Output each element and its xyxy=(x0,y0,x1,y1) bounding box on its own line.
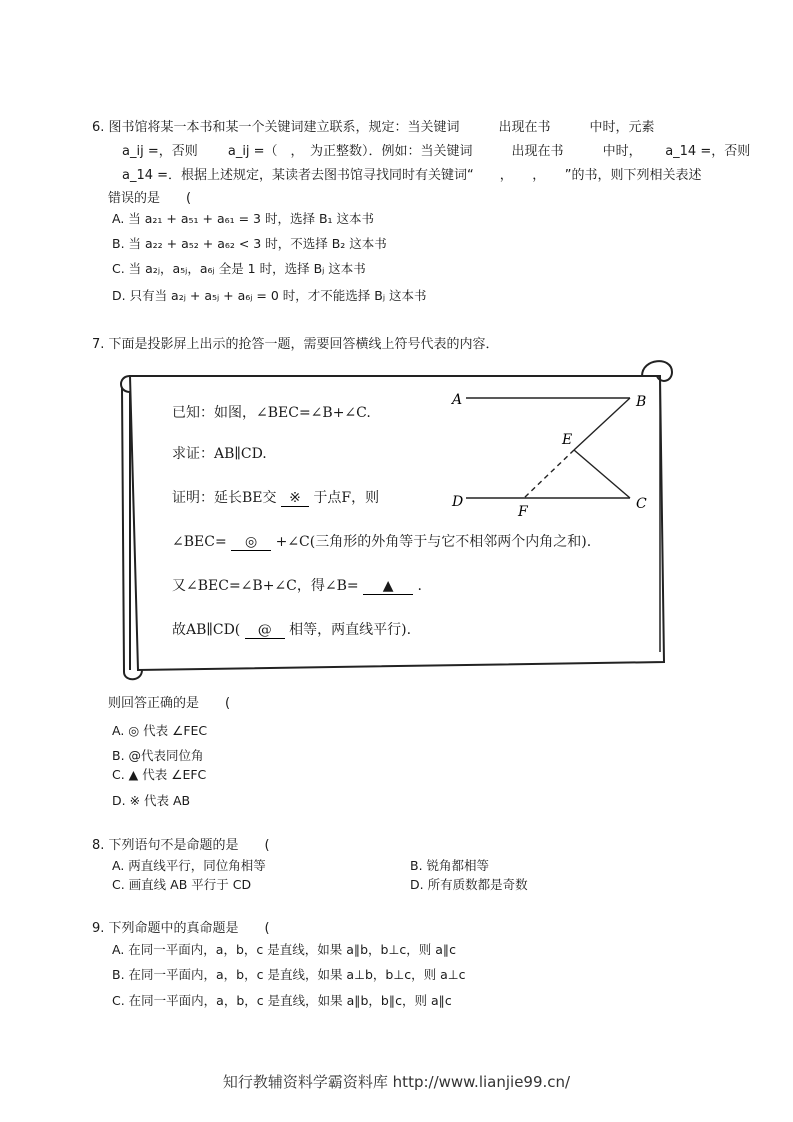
again-text-b: . xyxy=(417,578,422,594)
q6-stem-line1: 6. 图书馆将某一本书和某一个关键词建立联系，规定：当关键词 出现在书 中时，元素 xyxy=(92,120,655,135)
q8-option-d: D. 所有质数都是奇数 xyxy=(410,877,528,892)
scroll-line-therefore xyxy=(172,619,411,639)
scroll-line-again xyxy=(172,575,422,595)
q7-option-d: D. ※ 代表 AB xyxy=(112,793,191,808)
q7-option-c: C. ▲ 代表 ∠EFC xyxy=(112,767,207,782)
q6-option-c: C. 当 a₂ⱼ，a₅ⱼ，a₆ⱼ 全是 1 时，选择 Bⱼ 这本书 xyxy=(112,261,366,276)
label-a: A xyxy=(452,392,463,408)
q6-option-b: B. 当 a₂₂ + a₅₂ + a₆₂ < 3 时，不选择 B₂ 这本书 xyxy=(112,236,387,251)
q9-option-b: B. 在同一平面内，a，b，c 是直线，如果 a⊥b，b⊥c，则 a⊥c xyxy=(112,967,466,982)
q6-option-a: A. 当 a₂₁ + a₅₁ + a₆₁ = 3 时，选择 B₁ 这本书 xyxy=(112,211,375,226)
q6-option-d: D. 只有当 a₂ⱼ + a₅ⱼ + a₆ⱼ = 0 时，才不能选择 Bⱼ 这本书 xyxy=(112,288,427,303)
q7-option-a: A. ◎ 代表 ∠FEC xyxy=(112,723,208,738)
label-c: C xyxy=(636,496,647,512)
therefore-text-b: 相等，两直线平行). xyxy=(289,622,412,638)
angle-text-b: +∠C(三角形的外角等于与它不相邻两个内角之和). xyxy=(275,534,592,550)
scroll-line-prove: 求证：AB∥CD. xyxy=(172,446,267,462)
q7-after: 则回答正确的是 ( xyxy=(108,696,231,711)
label-f: F xyxy=(518,504,528,520)
scroll-line-proof xyxy=(172,487,379,507)
angle-text-a: ∠BEC= xyxy=(172,534,227,550)
blank-circle-symbol: ◎ xyxy=(231,534,271,551)
again-text-a: 又∠BEC=∠B+∠C，得∠B= xyxy=(172,578,359,594)
label-e: E xyxy=(562,432,573,448)
proof-text-a: 证明：延长BE交 xyxy=(172,490,277,506)
q9-option-c: C. 在同一平面内，a，b，c 是直线，如果 a∥b，b∥c，则 a∥c xyxy=(112,993,452,1008)
scroll-line-angle xyxy=(172,531,591,551)
proof-text-b: 于点F，则 xyxy=(313,490,380,506)
blank-rice-symbol: ※ xyxy=(281,490,309,507)
blank-at-symbol: @ xyxy=(245,622,285,639)
label-d: D xyxy=(452,494,464,510)
q6-stem-line2: a_ij =，否则 a_ij =（ ， 为正整数）．例如：当关键词 出现在书 中时， a_14 =，否则 xyxy=(122,144,751,159)
q6-stem-line4: 错误的是 ( xyxy=(108,191,192,206)
q8-option-b: B. 锐角都相等 xyxy=(410,858,490,873)
scroll-line-given: 已知：如图，∠BEC=∠B+∠C. xyxy=(172,405,371,421)
q8-option-a: A. 两直线平行，同位角相等 xyxy=(112,858,266,873)
therefore-text-a: 故AB∥CD( xyxy=(172,622,241,638)
blank-triangle-symbol: ▲ xyxy=(363,578,413,595)
q9-option-a: A. 在同一平面内，a，b，c 是直线，如果 a∥b，b⊥c，则 a∥c xyxy=(112,942,456,957)
q7-option-b: B. @代表同位角 xyxy=(112,748,204,763)
q8-stem: 8. 下列语句不是命题的是 ( xyxy=(92,838,270,853)
label-b: B xyxy=(636,394,647,410)
q9-stem: 9. 下列命题中的真命题是 ( xyxy=(92,921,270,936)
q8-option-c: C. 画直线 AB 平行于 CD xyxy=(112,877,252,892)
footer-link-text[interactable]: 知行教辅资料学霸资料库 http://www.lianjie99.cn/ xyxy=(222,1073,571,1091)
q6-stem-line3: a_14 =．根据上述规定，某读者去图书馆寻找同时有关键词“ ， ， ”的书，则下列相关表述 xyxy=(122,168,702,183)
q7-stem: 7. 下面是投影屏上出示的抢答一题，需要回答横线上符号代表的内容． xyxy=(92,337,499,352)
